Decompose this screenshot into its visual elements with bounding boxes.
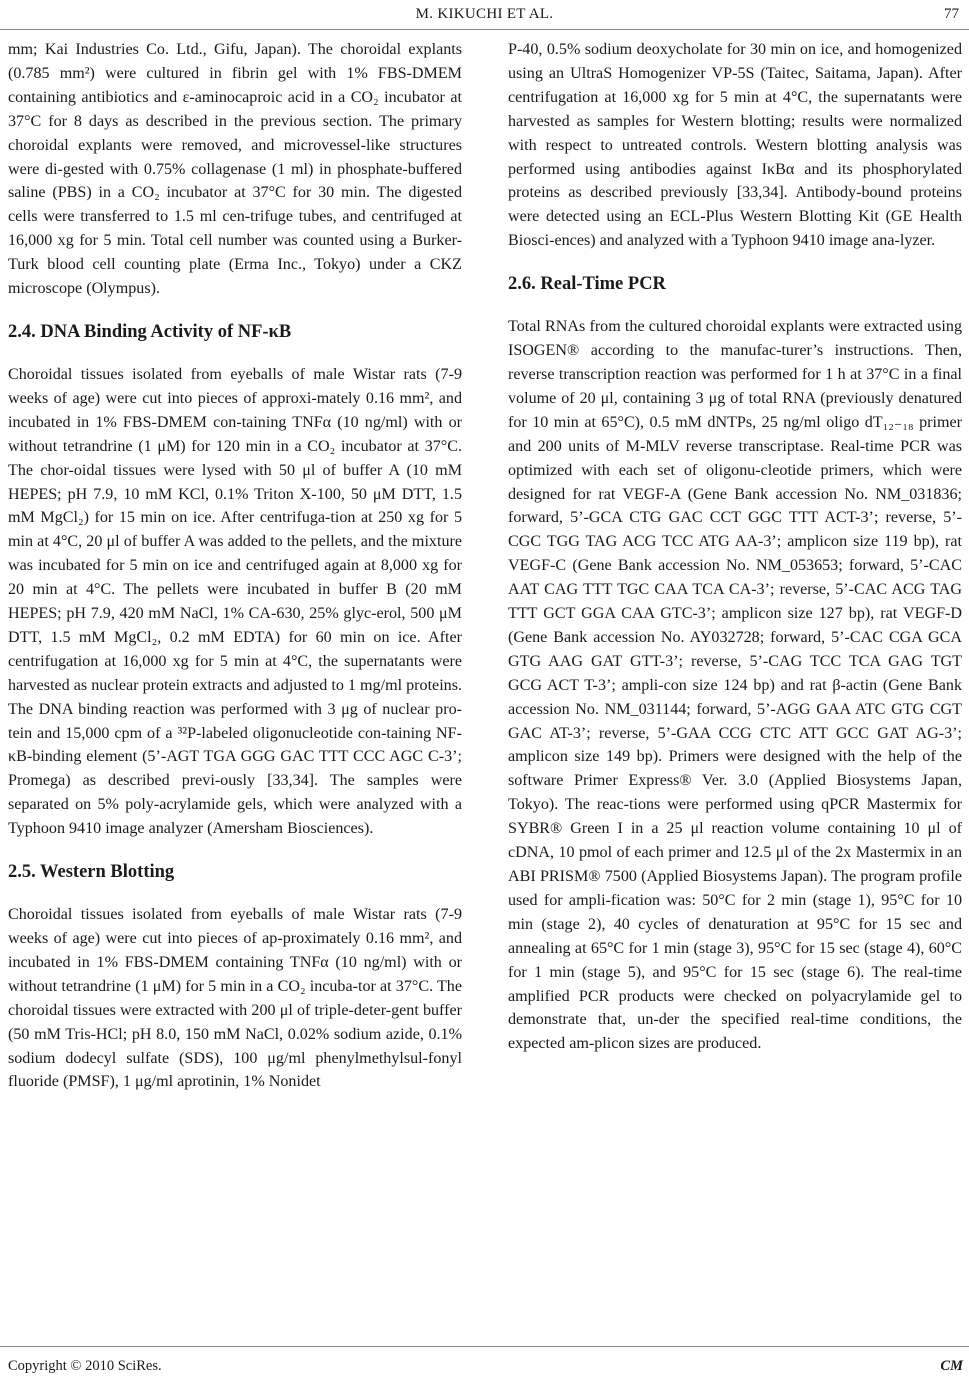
right-column [508, 38, 962, 1056]
running-head: M. KIKUCHI ET AL. [415, 6, 554, 22]
paragraph-explant-culture: mm; Kai Industries Co. Ltd., Gifu, Japan). The choroidal explants (0.785 mm²) were cultured in fibrin gel with 1% FBS-DMEM containing antibiotics and ε-aminocaproic acid in a CO₂ incubator at 37°C for 8 days as described in the previous section. The primary choroidal explants were removed, and microvessel-like structures were di-gested with 0.75% collagenase (1 ml) in phosphate-buffered saline (PBS) in a CO₂ incubator at 37°C for 30 min. The digested cells were transferred to 1.5 ml cen-trifuge tubes, and centrifuged at 16,000 xg for 5 min. Total cell number was counted using a Burker-Turk blood cell counting plate (Erma Inc., Tokyo) under a CKZ microscope (Olympus). [8, 41, 462, 298]
journal-abbreviation: CM [940, 1358, 963, 1374]
header-divider [0, 29, 969, 30]
page-footer [0, 1358, 969, 1380]
section-heading-2-6: 2.6. Real-Time PCR [508, 274, 666, 295]
copyright-notice: Copyright © 2010 SciRes. [8, 1358, 162, 1374]
section-heading-2-4: 2.4. DNA Binding Activity of NF-κB [8, 321, 292, 342]
page-header [0, 6, 969, 30]
paragraph-western-blotting: Choroidal tissues isolated from eyeballs of male Wistar rats (7-9 weeks of age) were cut into pieces of ap-proximately 0.16 mm², and incubated in 1% FBS-DMEM containing TNFα (10 ng/ml) with or without tetrandrine (1 μM) for 5 min in a CO₂ incuba-tor at 37°C. The choroidal tissues were extracted with 200 μl of triple-deter-gent buffer (50 mM Tris-HCl; pH 8.0, 150 mM NaCl, 0.02% sodium azide, 0.1% sodium dodecyl sulfate (SDS), 100 μg/ml phenylmethylsul-fonyl fluoride (PMSF), 1 μg/ml aprotinin, 1% Nonidet [8, 906, 462, 1091]
paragraph-real-time-pcr: Total RNAs from the cultured choroidal explants were extracted using ISOGEN® according to the manufac-turer’s instructions. Then, reverse transcription reaction was performed for 1 h at 37°C in a final volume of 20 μl, containing 3 μg of total RNA (previously denatured for 10 min at 65°C), 0.5 mM dNTPs, 25 ng/ml oligo dT₁₂₋₁₈ primer and 200 units of M-MLV reverse transcriptase. Real-time PCR was optimized with each set of oligonu-cleotide primers, which were designed for rat VEGF-A (Gene Bank accession No. NM_031836; forward, 5’-GCA CTG GAC CCT GGC TTT ACT-3’; reverse, 5’-CGC TGG TAG ACG TCC ATG AA-3’; amplicon size 119 bp), rat VEGF-C (Gene Bank accession No. NM_053653; forward, 5’-CAC AAT CAG TTT TGC CAA TCA CA-3’; reverse, 5’-CAC ACG TAG TTT GCT GGA CAA GTC-3’; amplicon size 127 bp), rat VEGF-D (Gene Bank accession No. AY032728; forward, 5’-CAC CGA GCA GTG AAG GAT GTT-3’; reverse, 5’-CAG TCC TCA GAG TGT GCG ACT T-3’; ampli-con size 124 bp) and rat β-actin (Gene Bank accession No. NM_031144; forward, 5’-AGG GAA ATC GTG CGT GAC AT-3’; reverse, 5’-GAA CCG CTC ATT GCC GAT AG-3’; amplicon size 149 bp). Primers were designed with the help of the software Primer Express® Ver. 3.0 (Applied Biosystems Japan, Tokyo). The reac-tions were performed using qPCR Mastermix for SYBR® Green I in a 25 μl reaction volume containing 10 μl of cDNA, 10 pmol of each primer and 12.5 μl of the 2x Mastermix in an ABI PRISM® 7500 (Applied Biosystems Japan). The program profile used for ampli-fication was: 50°C for 2 min (stage 1), 95°C for 10 min (stage 2), 40 cycles of denaturation at 95°C for 15 sec and annealing at 65°C for 1 min (stage 3), 95°C for 15 sec (stage 4), 60°C for 1 min (stage 5), and 95°C for 15 sec (stage 6). The real-time amplified PCR products were checked on polyacrylamide gel to demonstrate that, un-der the specified real-time conditions, the expected am-plicon sizes are produced. [508, 318, 962, 1053]
left-column [8, 38, 462, 1094]
page-number: 77 [944, 6, 959, 22]
footer-divider [0, 1346, 969, 1347]
section-heading-2-5: 2.5. Western Blotting [8, 862, 175, 883]
paragraph-western-blotting-cont: P-40, 0.5% sodium deoxycholate for 30 min on ice, and homogenized using an UltraS Homogenizer VP-5S (Taitec, Saitama, Japan). After centrifugation at 16,000 xg for 5 min at 4°C, the supernatants were harvested as samples for Western blotting; results were normalized with respect to untreated controls. Western blotting analysis was performed using antibodies against IκBα and its phosphorylated proteins as described previously [33,34]. Antibody-bound proteins were detected using an ECL-Plus Western Blotting Kit (GE Health Biosci-ences) and analyzed with a Typhoon 9410 image ana-lyzer. [508, 41, 962, 250]
paragraph-nfkb-binding: Choroidal tissues isolated from eyeballs of male Wistar rats (7-9 weeks of age) were cut into pieces of approxi-mately 0.16 mm², and incubated in 1% FBS-DMEM con-taining TNFα (10 ng/ml) with or without tetrandrine (1 μM) for 120 min in a CO₂ incubator at 37°C. The chor-oidal tissues were lysed with 50 μl of buffer A (10 mM HEPES; pH 7.9, 10 mM KCl, 0.1% Triton X-100, 50 μM DTT, 1.5 mM MgCl₂) for 15 min on ice. After centrifuga-tion at 250 xg for 5 min at 4°C, 20 μl of buffer A was added to the pellets, and the mixture was incubated for 5 min on ice and centrifuged again at 8,000 xg for 20 min at 4°C. The pellets were incubated in buffer B (20 mM HEPES; pH 7.9, 420 mM NaCl, 1% CA-630, 25% glyc-erol, 500 μM DTT, 1.5 mM MgCl₂, 0.2 mM EDTA) for 60 min on ice. After centrifugation at 16,000 xg for 5 min at 4°C, the supernatants were harvested as nuclear protein extracts and adjusted to 1 mg/ml proteins. The DNA binding reaction was performed with 3 μg of nuclear pro-tein and 15,000 cpm of a ³²P-labeled oligonucleotide con-taining NF-κB-binding element (5’-AGT TGA GGG GAC TTT CCC AGC C-3’; Promega) as described previ-ously [33,34]. The samples were separated on 5% poly-acrylamide gels, which were analyzed with a Typhoon 9410 image analyzer (Amersham Biosciences). [8, 365, 462, 838]
